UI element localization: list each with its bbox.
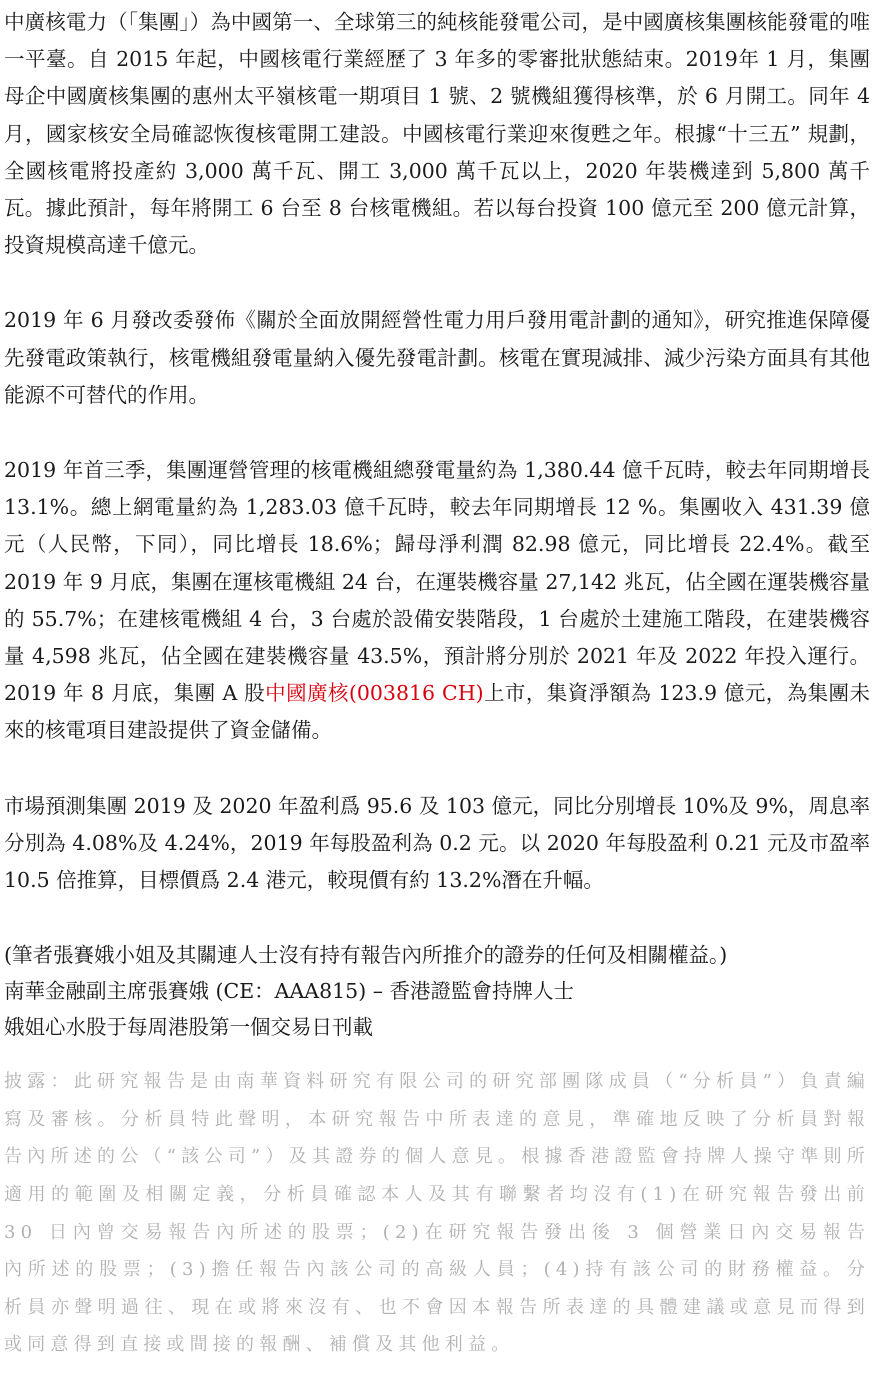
- paragraph-forecast: 市場預測集團 2019 及 2020 年盈利爲 95.6 及 103 億元，同比分別增長 10%及 9%，周息率分別為 4.08%及 4.24%，2019 年每股盈利為 0.2 元。以 2020 年每股盈利 0.21 元及市盈率 10.5 倍推算，目標價爲 2.4 港元，較現價有約 13.2%潛在升幅。: [4, 793, 870, 893]
- author-credit: 南華金融副主席張賽娥 (CE：AAA815) – 香港證監會持牌人士: [4, 979, 574, 1004]
- results-text-before-stock: 2019 年首三季，集團運營管理的核電機組總發電量約為 1,380.44 億千瓦時，較去年同期增長 13.1%。總上網電量約為 1,283.03 億千瓦時，較去年同期增長 12 %。集團收入 431.39 億元（人民幣，下同），同比增長 18.6%；歸母淨利潤 82.98 億元，同比增長 22.4%。截至 2019 年 9 月底，集團在運核電機組 24 台，在運裝機容量 27,142 兆瓦，佔全國在運裝機容量的 55.7%；在建核電機組 4 台，3 台處於設備安裝階段，1 台處於土建施工階段，在建裝機容量 4,598 兆瓦，佔全國在建裝機容量 43.5%，預計將分別於 2021 年及 2022 年投入運行。2019 年 8 月底，集團 A 股: [4, 458, 870, 706]
- paragraph-results: [4, 452, 870, 750]
- paragraph-spacer: [4, 899, 870, 937]
- column-schedule: 娥姐心水股于每周港股第一個交易日刊載: [4, 1015, 373, 1040]
- stock-code-highlight: 中國廣核(003816 CH): [265, 681, 484, 706]
- author-interest-note: (筆者張賽娥小姐及其關連人士沒有持有報告內所推介的證券的任何及相關權益。): [4, 943, 728, 968]
- paragraph-policy: 2019 年 6 月發改委發佈《關於全面放開經營性電力用戶發用電計劃的通知》，研究推進保障優先發電政策執行，核電機組發電量納入優先發電計劃。核電在實現減排、減少污染方面具有其他能源不可替代的作用。: [4, 308, 870, 407]
- results-text-after-stock: 上市，集資淨額為 123.9 億元，為集團未來的核電項目建設提供了資金儲備。: [4, 681, 870, 743]
- disclaimer-text: 披露：此研究報告是由南華資料研究有限公司的研究部團隊成員（“分析員”）負責編寫及審核。分析員特此聲明，本研究報告中所表達的意見，準確地反映了分析員對報告內所述的公（“該公司”）及其證券的個人意見。根據香港證監會持牌人操守準則所適用的範圍及相關定義，分析員確認本人及其有聯繫者均沒有(1)在研究報告發出前 30 日內曾交易報告內所述的股票；(2)在研究報告發出後 3 個營業日內交易報告內所述的股票；(3)擔任報告內該公司的高級人員；(4)持有該公司的財務權益。分析員亦聲明過往、現在或將來沒有、也不會因本報告所表達的具體建議或意見而得到或同意得到直接或間接的報酬、補償及其他利益。: [4, 1071, 870, 1356]
- paragraph-spacer: [4, 414, 870, 452]
- paragraph-company-overview: 中廣核電力（「集團」）為中國第一、全球第三的純核能發電公司，是中國廣核集團核能發電的唯一平臺。自 2015 年起，中國核電行業經歷了 3 年多的零審批狀態結束。2019年 1 月，集團母企中國廣核集團的惠州太平嶺核電一期項目 1 號、2 號機組獲得核準，於 6 月開工。同年 4 月，國家核安全局確認恢復核電開工建設。中國核電行業迎來復甦之年。根據“十三五” 規劃，全國核電將投產約 3,000 萬千瓦、開工 3,000 萬千瓦以上，2020 年裝機達到 5,800 萬千瓦。據此預計，每年將開工 6 台至 8 台核電機組。若以每台投資 100 億元至 200 億元計算，投資規模高達千億元。: [4, 10, 870, 258]
- paragraph-spacer: [4, 264, 870, 302]
- paragraph-spacer: [4, 750, 870, 788]
